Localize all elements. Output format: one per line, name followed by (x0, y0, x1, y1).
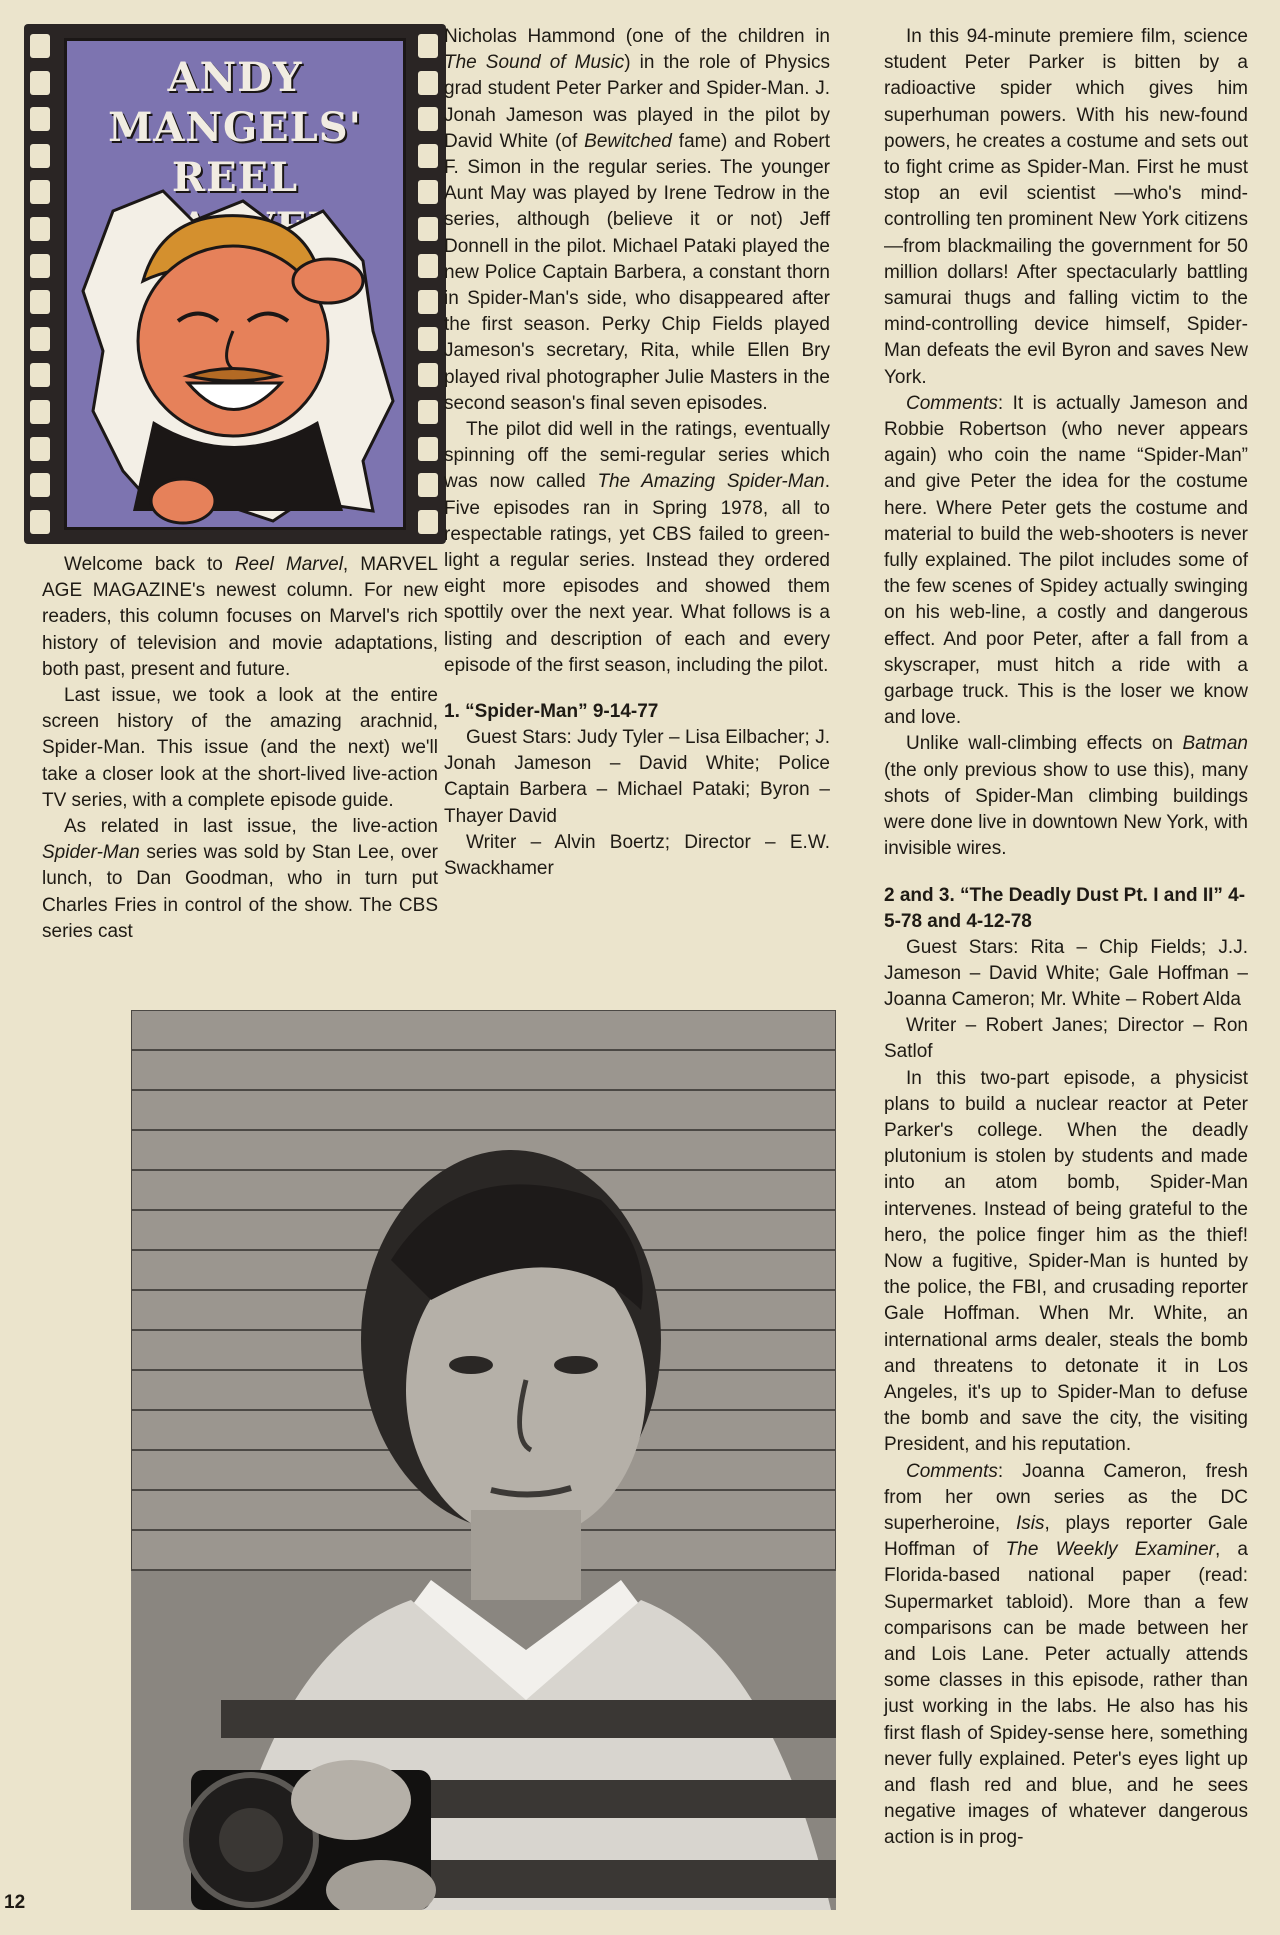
paragraph: Nicholas Hammond (one of the children in The Sound of Music) in the role of Physics grad student Peter Parker and Spider-Man. J. Jonah Jameson was played in the pilot by David White (of Bewitched fame) and Robert F. Simon in the regular series. The younger Aunt May was played by Irene Tedrow in the series, although (believe it or not) Jeff Donnell in the pilot. Michael Pataki played the new Police Captain Barbera, a constant thorn in Spider-Man's side, who disappeared after the first season. Perky Chip Fields played Jameson's secretary, Rita, while Ellen Bry played rival photographer Julie Masters in the second season's final seven episodes. (444, 26, 830, 414)
paragraph: Last issue, we took a look at the entire screen history of the amazing arachnid, Spider-Man. This issue (and the next) we'll take a closer look at the short-lived live-action TV series, with a complete episode guide. (42, 685, 438, 811)
episode-guest-stars: Guest Stars: Rita – Chip Fields; J.J. Jameson – David White; Gale Hoffman – Joanna Cameron; Mr. White – Robert Alda (884, 936, 1248, 1010)
article-column-2 (444, 24, 830, 882)
film-sprockets-right (418, 34, 440, 534)
paragraph: Comments: It is actually Jameson and Robbie Robertson (who never appears again) who coin the name “Spider-Man” and give Peter the idea for the costume here. Where Peter gets the costume and material to build the web-shooters is never fully explained. The pilot includes some of the few scenes of Spidey actually swinging on his web-line, a costly and dangerous effect. And poor Peter, after a fall from a skyscraper, must hitch a ride with a garbage truck. This is the loser we know and love. (884, 392, 1248, 729)
article-column-3 (884, 24, 1248, 1852)
episode-heading: 2 and 3. “The Deadly Dust Pt. I and II” 4-5-78 and 4-12-78 (884, 884, 1246, 932)
reel-marvel-header-art (24, 24, 446, 544)
paragraph: In this two-part episode, a physicist plans to build a nuclear reactor at Peter Parker's college. When the deadly plutonium is stolen by students and made into an atom bomb, Spider-Man intervenes. Instead of being grateful to the hero, the police finger him as the thief! Now a fugitive, Spider-Man is hunted by the police, the FBI, and crusading reporter Gale Hoffman. When Mr. White, an international arms dealer, steals the bomb and threatens to detonate it in Los Angeles, it's up to Spider-Man to defuse the bomb and save the city, the visiting President, and his reputation. (884, 1067, 1248, 1456)
intro-paragraph: Welcome back to Reel Marvel, MARVEL AGE MAGAZINE's newest column. For new readers, this column focuses on Marvel's rich history of television and movie adaptations, both past, present and future. (42, 554, 438, 680)
episode-credits: Writer – Alvin Boertz; Director – E.W. Swackhamer (444, 831, 830, 880)
article-column-1 (42, 552, 438, 945)
paragraph: The pilot did well in the ratings, eventually spinning off the semi-regular series which was now called The Amazing Spider-Man. Five episodes ran in Spring 1978, all to respectable ratings, yet CBS failed to green-light a regular series. Instead they ordered eight more episodes and showed them spottily over the next year. What follows is a listing and description of each and every episode of the first season, including the pilot. (444, 419, 830, 676)
title-line-2: REEL (171, 154, 299, 201)
episode-credits: Writer – Robert Janes; Director – Ron Satlof (884, 1015, 1248, 1063)
paragraph: Unlike wall-climbing effects on Batman (the only previous show to use this), many shots of Spider-Man climbing buildings were done live in downtown New York, with invisible wires. (884, 733, 1248, 860)
photo-illustration (131, 1010, 836, 1910)
paragraph: Comments: Joanna Cameron, fresh from her own series as the DC superheroine, Isis, plays reporter Gale Hoffman of The Weekly Examiner, a Florida-based national paper (read: Supermarket tabloid). More than a few comparisons can be made between her and Lois Lane. Peter actually attends some classes in this episode, rather than just working in the labs. He also has his first flash of Spidey-sense here, something never fully explained. Peter's eyes light up and flash red and blue, and he sees negative images of whatever dangerous action is in prog- (884, 1460, 1249, 1849)
film-sprockets-left (30, 34, 52, 534)
episode-heading: 1. “Spider-Man” 9-14-77 (444, 701, 659, 723)
author-caricature-illustration (73, 171, 403, 530)
film-frame (64, 38, 406, 530)
cast-photo (131, 1010, 836, 1910)
episode-guest-stars: Guest Stars: Judy Tyler – Lisa Eilbacher; J. Jonah Jameson – David White; Police Captain Barbera – Michael Pataki; Byron – Thayer David (444, 727, 830, 827)
page-number: 12 (4, 1892, 26, 1913)
paragraph: In this 94-minute premiere film, science student Peter Parker is bitten by a radioactive spider which gives him superhuman powers. With his new-found powers, he creates a costume and sets out to fight crime as Spider-Man. First he must stop an evil scientist —who's mind-controlling ten prominent New York citizens—from blackmailing the government for 50 million dollars! After spectacularly battling samurai thugs and falling victim to the mind-controlling device himself, Spider-Man defeats the evil Byron and saves New York. (884, 26, 1248, 388)
title-line-1: ANDY MANGELS' (108, 54, 362, 151)
paragraph: As related in last issue, the live-action Spider-Man series was sold by Stan Lee, over lunch, to Dan Goodman, who in turn put Charles Fries in control of the show. The CBS series cast (42, 816, 438, 942)
